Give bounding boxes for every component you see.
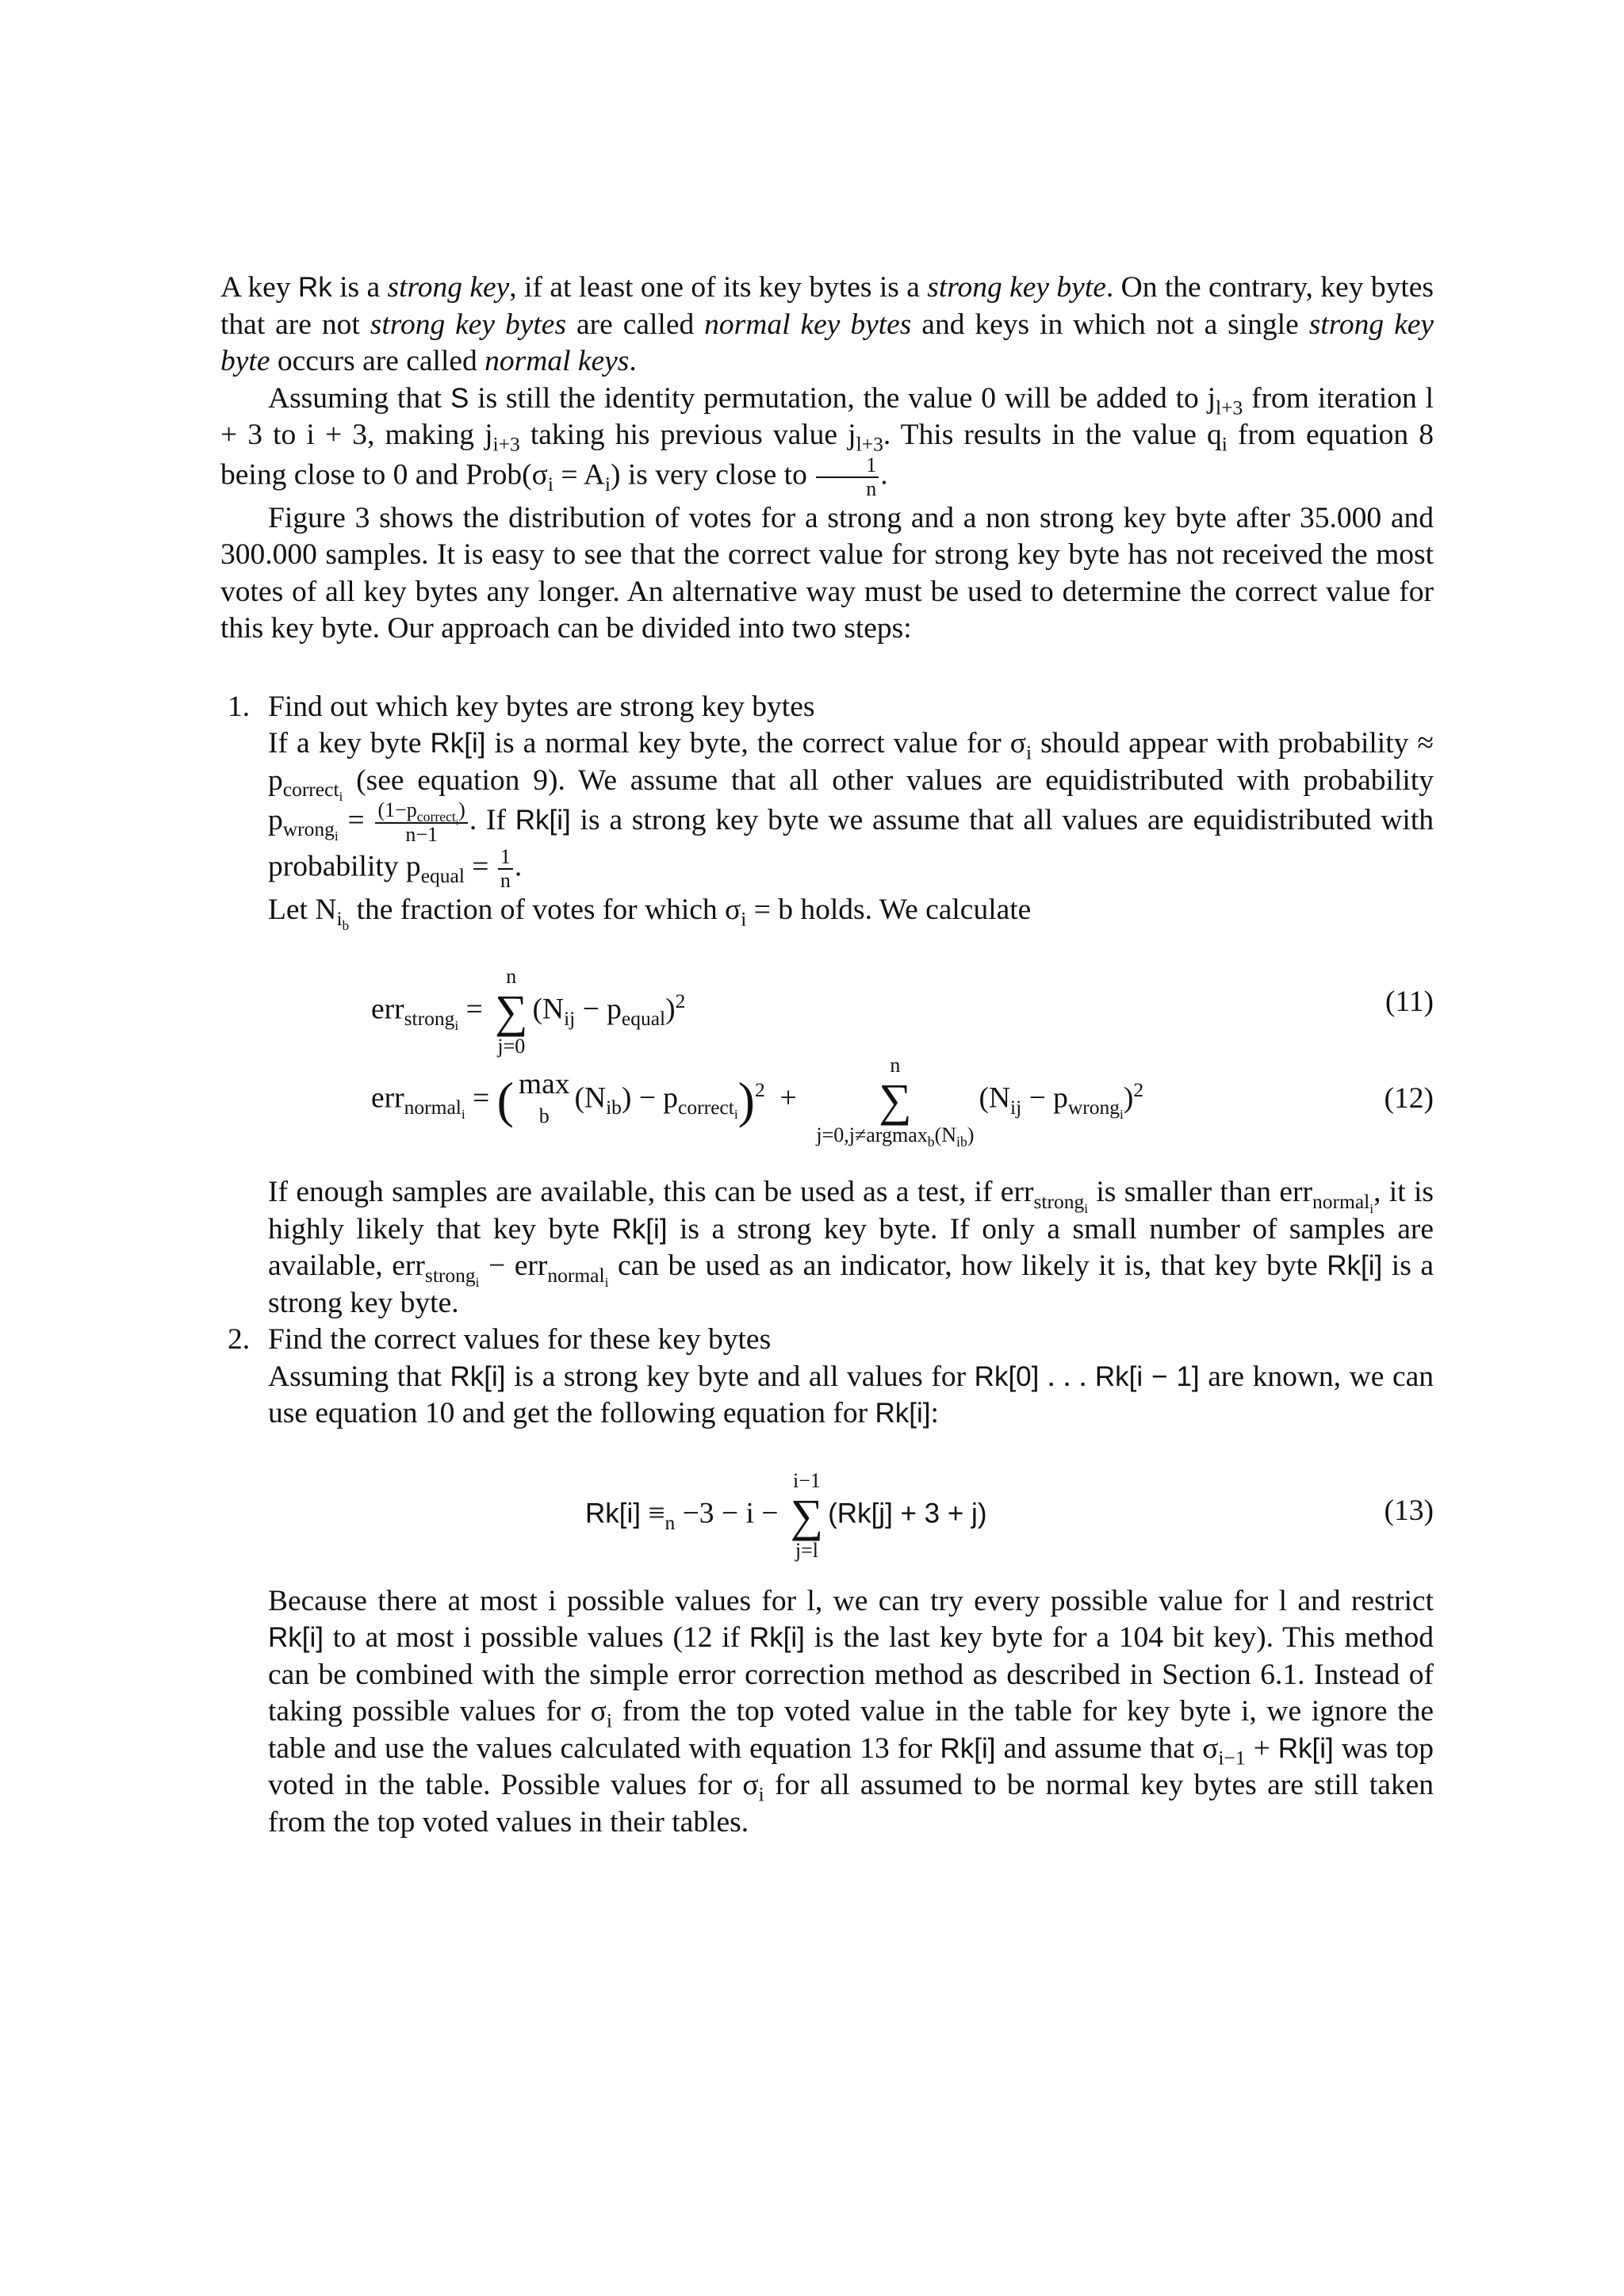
paragraph-strong-key-definition: A key Rk is a strong key, if at least one of its key bytes is a strong key byte. On the contrary, key bytes that are not strong key bytes are called normal key bytes and keys in which not a single strong key byte occurs are called normal keys. [220,271,1434,377]
equation-12: err$_{normal_i}$ = ( max b $(N_{ib}) - p_{correct_i})^2$ + n ∑ $j=0,j\ne argmax_b(N_{ib})$ $(N_{ij} - p_{wrong_i})^2$ (12) [371,1054,1434,1150]
equation-number: (12) [1384,1082,1434,1115]
list-item-title: Find out which key bytes are strong key bytes [268,690,815,723]
paragraph-possible-values: Because there at most i possible values for l, we can try every possible value for l and restrict Rk[i] to at most i possible values (12 if Rk[i] is the last key byte for a 104 bit key). This method can be combined with the simple error correction method as described in Section 6.1. Instead of taking possible values for $\sigma_i$ from the top voted value in the table for key byte i, we ignore the table and use the values calculated with equation 13 for Rk[i] and assume that $\sigma_{i-1} + Rk[i]$ was top voted in the table. Possible values for $\sigma_i$ for all assumed to be normal key bytes are still taken from the top voted values in their tables. [268,1584,1434,1839]
summation-symbol: n ∑ $j=0,j\ne argmax_b(N_{ib})$ [816,1054,975,1150]
fraction: $\frac{1}{n}$ [498,846,513,892]
paragraph-let-n: Let $N_{i_b}$ the fraction of votes for which $\sigma_i = b$ holds. We calculate [268,893,1032,934]
list-item-1: 1. Find out which key bytes are strong key bytes If a key byte Rk[i] is a normal key byte, the correct value for $\sigma_i$ should appear with probability ≈ $p_{correct_i}$ (see equation 9). We assume that all other values are equidistributed with probability $p_{wrong_i}$ = $\frac{(1-p_{correct_i})}{n-1}$ . If Rk[i] is a strong key byte we assume that all values are equidistributed with probability $p_{equal}$ = $\frac{1}{n}$ . Let $N_{i_b}$ the fraction of votes for which $\sigma_i = b$ holds. We calculate err$_{strong_i}$ = n ∑ j=0 $(N_{ij} - p_{equal})^2$ (11) err$_{normal_i}$ = ( max b $(N_{ib}) - p_{correct_i})^2$ + n ∑ $j=0,j\ne argmax_b(N_{ib})$ $(N_{ij} - p_{wrong_i})^2$ (12) If enough samples are available, this can be used as a test, if err$_{strong_i}$ is smaller than err$_{normal_i}$, it is highly likely that key byte Rk[i] is a strong key byte. If only a small number of samples are available, err$_{strong_i}$ − err$_{normal_i}$ can be used as an indicator, how likely it is, that key byte Rk[i] is a strong key byte. [220,689,1434,1322]
fraction: $\frac{(1-p_{correct_i})}{n-1}$ [375,799,467,846]
summation-symbol: i−1 ∑ j=l [790,1468,824,1562]
equation-13: $Rk[i] \equiv_n -3 - i$ − i−1 ∑ j=l (Rk[j] + 3 + j) (13) [585,1468,1434,1562]
fraction: $\frac{1}{n}$ [816,454,879,500]
paragraph-normal-key-byte: If a key byte Rk[i] is a normal key byte, the correct value for $\sigma_i$ should appear with probability ≈ $p_{correct_i}$ (see equation 9). We assume that all other values are equidistributed with probability $p_{wrong_i}$ = $\frac{(1-p_{correct_i})}{n-1}$ . If Rk[i] is a strong key byte we assume that all values are equidistributed with probability $p_{equal}$ = $\frac{1}{n}$ . [268,727,1434,892]
steps-list [220,689,1434,1842]
summation-symbol: n ∑ j=0 [495,965,528,1058]
paragraph-figure-3: Figure 3 shows the distribution of votes for a strong and a non strong key byte after 35.000 and 300.000 samples. It is easy to see that the correct value for strong key byte has not received the most votes of all key bytes any longer. An alternative way must be used to determine the correct value for this key byte. Our approach can be divided into two steps: [220,501,1434,645]
paragraph-assuming-strong: Assuming that Rk[i] is a strong key byte and all values for Rk[0] . . . Rk[i − 1] are known, we can use equation 10 and get the following equation for Rk[i]: [268,1360,1434,1430]
paragraph-identity-permutation: Assuming that S is still the identity permutation, the value 0 will be added to $j_{l+3}$ from iteration l + 3 to i + 3, making $j_{i+3}$ taking his previous value $j_{l+3}$. This results in the value $q_i$ from equation 8 being close to 0 and $Prob(\sigma_i = A_i)$ is very close to $\frac{1}{n}$ . [220,381,1434,500]
list-item-2: 2. Find the correct values for these key bytes Assuming that Rk[i] is a strong key byte and all values for Rk[0] . . . Rk[i − 1] are known, we can use equation 10 and get the following equation for Rk[i]: $Rk[i] \equiv_n -3 - i$ − i−1 ∑ j=l (Rk[j] + 3 + j) (13) Because there at most i possible values for l, we can try every possible value for l and restrict Rk[i] to at most i possible values (12 if Rk[i] is the last key byte for a 104 bit key). This method can be combined with the simple error correction method as described in Section 6.1. Instead of taking possible values for $\sigma_i$ from the top voted value in the table for key byte i, we ignore the table and use the values calculated with equation 13 for Rk[i] and assume that $\sigma_{i-1} + Rk[i]$ was top voted in the table. Possible values for $\sigma_i$ for all assumed to be normal key bytes are still taken from the top voted values in their tables. [220,1322,1434,1841]
page-content [220,270,1434,1841]
list-item-title: Find the correct values for these key bytes [268,1323,772,1357]
equation-number: (13) [1384,1494,1434,1527]
paragraph-error-test: If enough samples are available, this can be used as a test, if err$_{strong_i}$ is smaller than err$_{normal_i}$, it is highly likely that key byte Rk[i] is a strong key byte. If only a small number of samples are available, err$_{strong_i}$ − err$_{normal_i}$ can be used as an indicator, how likely it is, that key byte Rk[i] is a strong key byte. [268,1176,1434,1319]
equation-11: err$_{strong_i}$ = n ∑ j=0 $(N_{ij} - p_{equal})^2$ (11) [371,965,1434,1058]
equation-number: (11) [1385,985,1434,1019]
